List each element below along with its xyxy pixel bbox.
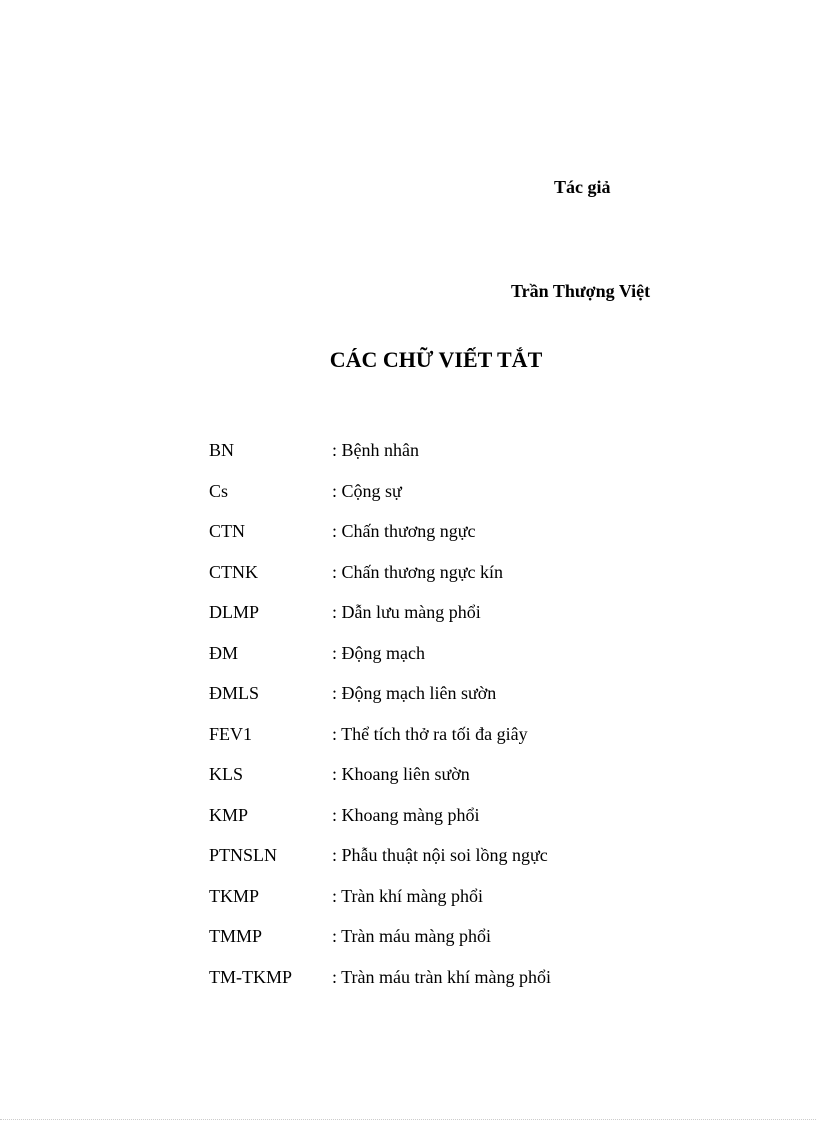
abbreviation-code: BN <box>209 440 235 460</box>
abbreviations-title: CÁC CHỮ VIẾT TẮT <box>329 347 543 372</box>
abbreviation-definition: : Tràn khí màng phổi <box>332 885 484 906</box>
abbreviation-row <box>209 601 709 642</box>
abbreviation-code: Cs <box>209 480 229 501</box>
abbreviation-row <box>209 520 709 561</box>
author-name: Trần Thượng Việt <box>511 281 651 301</box>
abbreviation-row <box>209 642 709 683</box>
abbreviation-definition: : Tràn máu màng phổi <box>332 926 492 946</box>
abbreviation-row <box>209 844 709 885</box>
abbreviation-definition: : Dẫn lưu màng phổi <box>332 602 481 622</box>
abbreviation-row <box>209 480 709 521</box>
abbreviation-code: KLS <box>209 764 244 784</box>
abbreviation-code: KMP <box>209 804 249 825</box>
abbreviation-definition: : Khoang liên sườn <box>332 764 470 784</box>
abbreviation-definition: : Bệnh nhân <box>332 440 419 460</box>
abbreviation-code: FEV1 <box>209 723 253 744</box>
abbreviation-code: CTNK <box>209 561 258 582</box>
abbreviation-definition: : Cộng sự <box>332 480 402 501</box>
abbreviation-definition: : Chấn thương ngực <box>332 521 476 541</box>
abbreviation-code: DLMP <box>209 602 260 622</box>
abbreviation-row <box>209 723 709 764</box>
abbreviation-code: TM-TKMP <box>209 966 293 987</box>
abbreviation-row <box>209 925 709 966</box>
abbreviation-row <box>209 966 709 1007</box>
abbreviation-code: TKMP <box>209 885 260 906</box>
abbreviation-code: ĐMLS <box>209 683 260 703</box>
abbreviation-code: ĐM <box>209 642 239 663</box>
abbreviation-code: PTNSLN <box>209 845 278 865</box>
abbreviation-definition: : Phẫu thuật nội soi lồng ngực <box>332 845 548 865</box>
abbreviation-code: TMMP <box>209 926 263 946</box>
abbreviation-row <box>209 885 709 926</box>
abbreviation-definition: : Động mạch <box>332 642 425 663</box>
abbreviation-row <box>209 682 709 723</box>
abbreviation-row <box>209 561 709 602</box>
abbreviation-definition: : Động mạch liên sườn <box>332 683 497 703</box>
abbreviation-definition: : Thể tích thở ra tối đa giây <box>332 723 528 744</box>
abbreviation-definition: : Chấn thương ngực kín <box>332 561 504 582</box>
abbreviation-row <box>209 439 709 480</box>
abbreviation-list <box>209 439 709 1006</box>
author-label: Tác giả <box>554 177 611 197</box>
abbreviation-code: CTN <box>209 521 245 541</box>
abbreviation-definition: : Khoang màng phổi <box>332 804 480 825</box>
abbreviation-row <box>209 804 709 845</box>
abbreviation-definition: : Tràn máu tràn khí màng phổi <box>332 966 551 987</box>
page-bottom-divider <box>0 1119 816 1120</box>
abbreviation-row <box>209 763 709 804</box>
